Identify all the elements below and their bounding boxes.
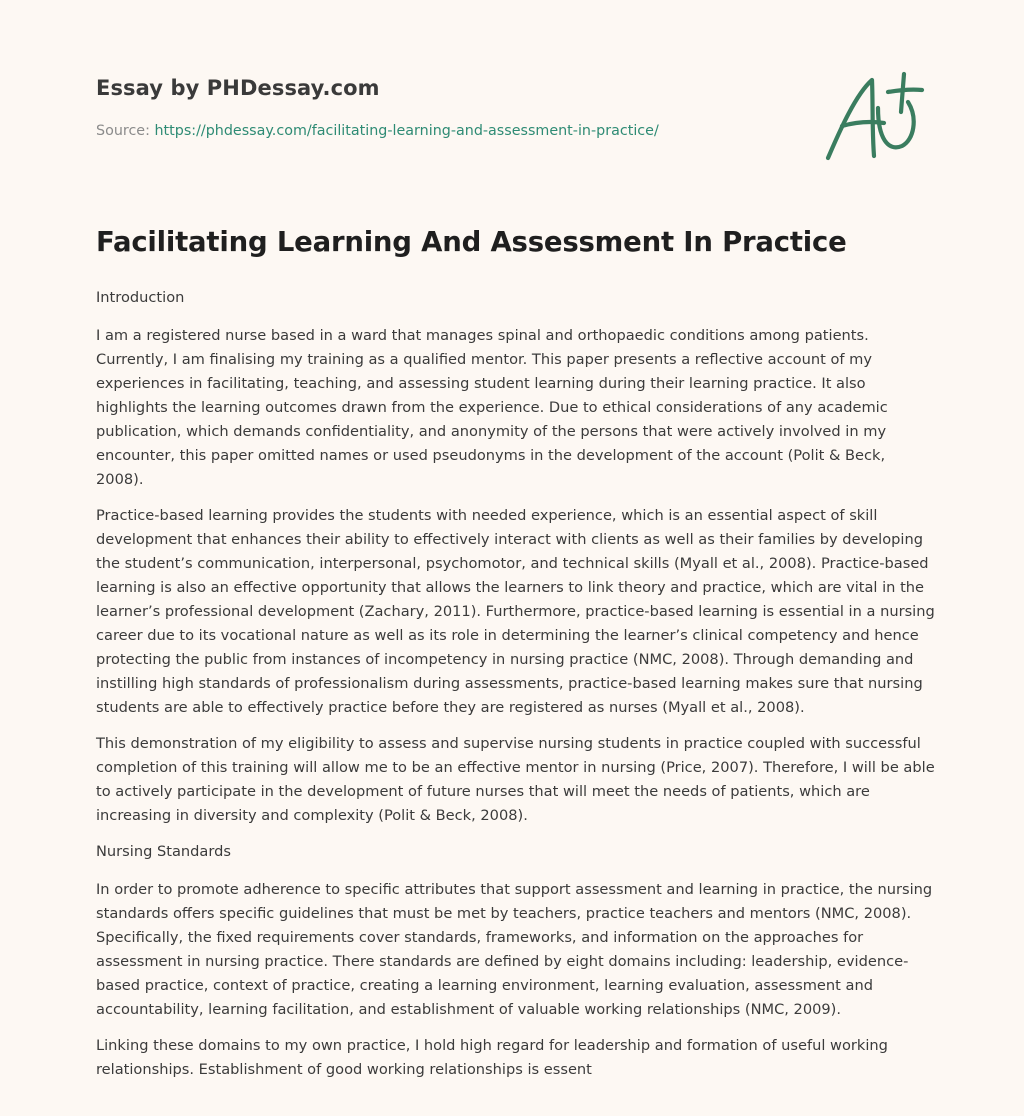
section-heading-introduction: Introduction	[96, 289, 185, 306]
source-link[interactable]: https://phdessay.com/facilitating-learning-and-assessment-in-practice/	[154, 123, 659, 139]
source-line	[96, 123, 796, 139]
essay-body	[96, 286, 936, 1094]
paragraph: This demonstration of my eligibility to assess and supervise nursing students in practice coupled with successful completion of this training will allow me to be an effective mentor in nursing (Price, 2007). Therefore, I will be able to actively participate in the development of future nurses that will meet the needs of patients, which are increasing in diversity and complexity (Polit & Beck, 2008).	[96, 735, 935, 824]
document-title: Facilitating Learning And Assessment In Practice	[96, 226, 847, 258]
source-label: Source:	[96, 123, 150, 139]
paragraph: In order to promote adherence to specific attributes that support assessment and learning in practice, the nursing standards offers specific guidelines that must be met by teachers, practice teachers and mentors (NMC, 2008). Specifically, the fixed requirements cover standards, frameworks, and information on the approaches for assessment in nursing practice. There standards are defined by eight domains including: leadership, evidence-based practice, context of practice, creating a learning environment, learning evaluation, assessment and accountability, learning facilitation, and establishment of valuable working relationships (NMC, 2009).	[96, 881, 933, 1018]
paragraph: Linking these domains to my own practice, I hold high regard for leadership and formation of useful working relationships. Establishment of good working relationships is essent	[96, 1037, 888, 1078]
essay-header	[96, 76, 796, 139]
grade-a-plus-logo	[822, 68, 926, 164]
a-plus-icon	[822, 68, 926, 164]
paragraph: I am a registered nurse based in a ward that manages spinal and orthopaedic conditions among patients. Currently, I am finalising my training as a qualified mentor. This paper presents a reflective account of my experiences in facilitating, teaching, and assessing student learning during their learning practice. It also highlights the learning outcomes drawn from the experience. Due to ethical considerations of any academic publication, which demands confidentiality, and anonymity of the persons that were actively involved in my encounter, this paper omitted names or used pseudonyms in the development of the account (Polit & Beck, 2008).	[96, 327, 888, 488]
paragraph: Practice-based learning provides the students with needed experience, which is an essential aspect of skill development that enhances their ability to effectively interact with clients as well as their families by developing the student’s communication, interpersonal, psychomotor, and technical skills (Myall et al., 2008). Practice-based learning is also an effective opportunity that allows the learners to link theory and practice, which are vital in the learner’s professional development (Zachary, 2011). Furthermore, practice-based learning is essential in a nursing career due to its vocational nature as well as its role in determining the learner’s clinical competency and hence protecting the public from instances of incompetency in nursing practice (NMC, 2008). Through demanding and instilling high standards of professionalism during assessments, practice-based learning makes sure that nursing students are able to effectively practice before they are registered as nurses (Myall et al., 2008).	[96, 507, 935, 716]
site-title: Essay by PHDessay.com	[96, 76, 380, 100]
section-heading-nursing-standards: Nursing Standards	[96, 843, 231, 860]
